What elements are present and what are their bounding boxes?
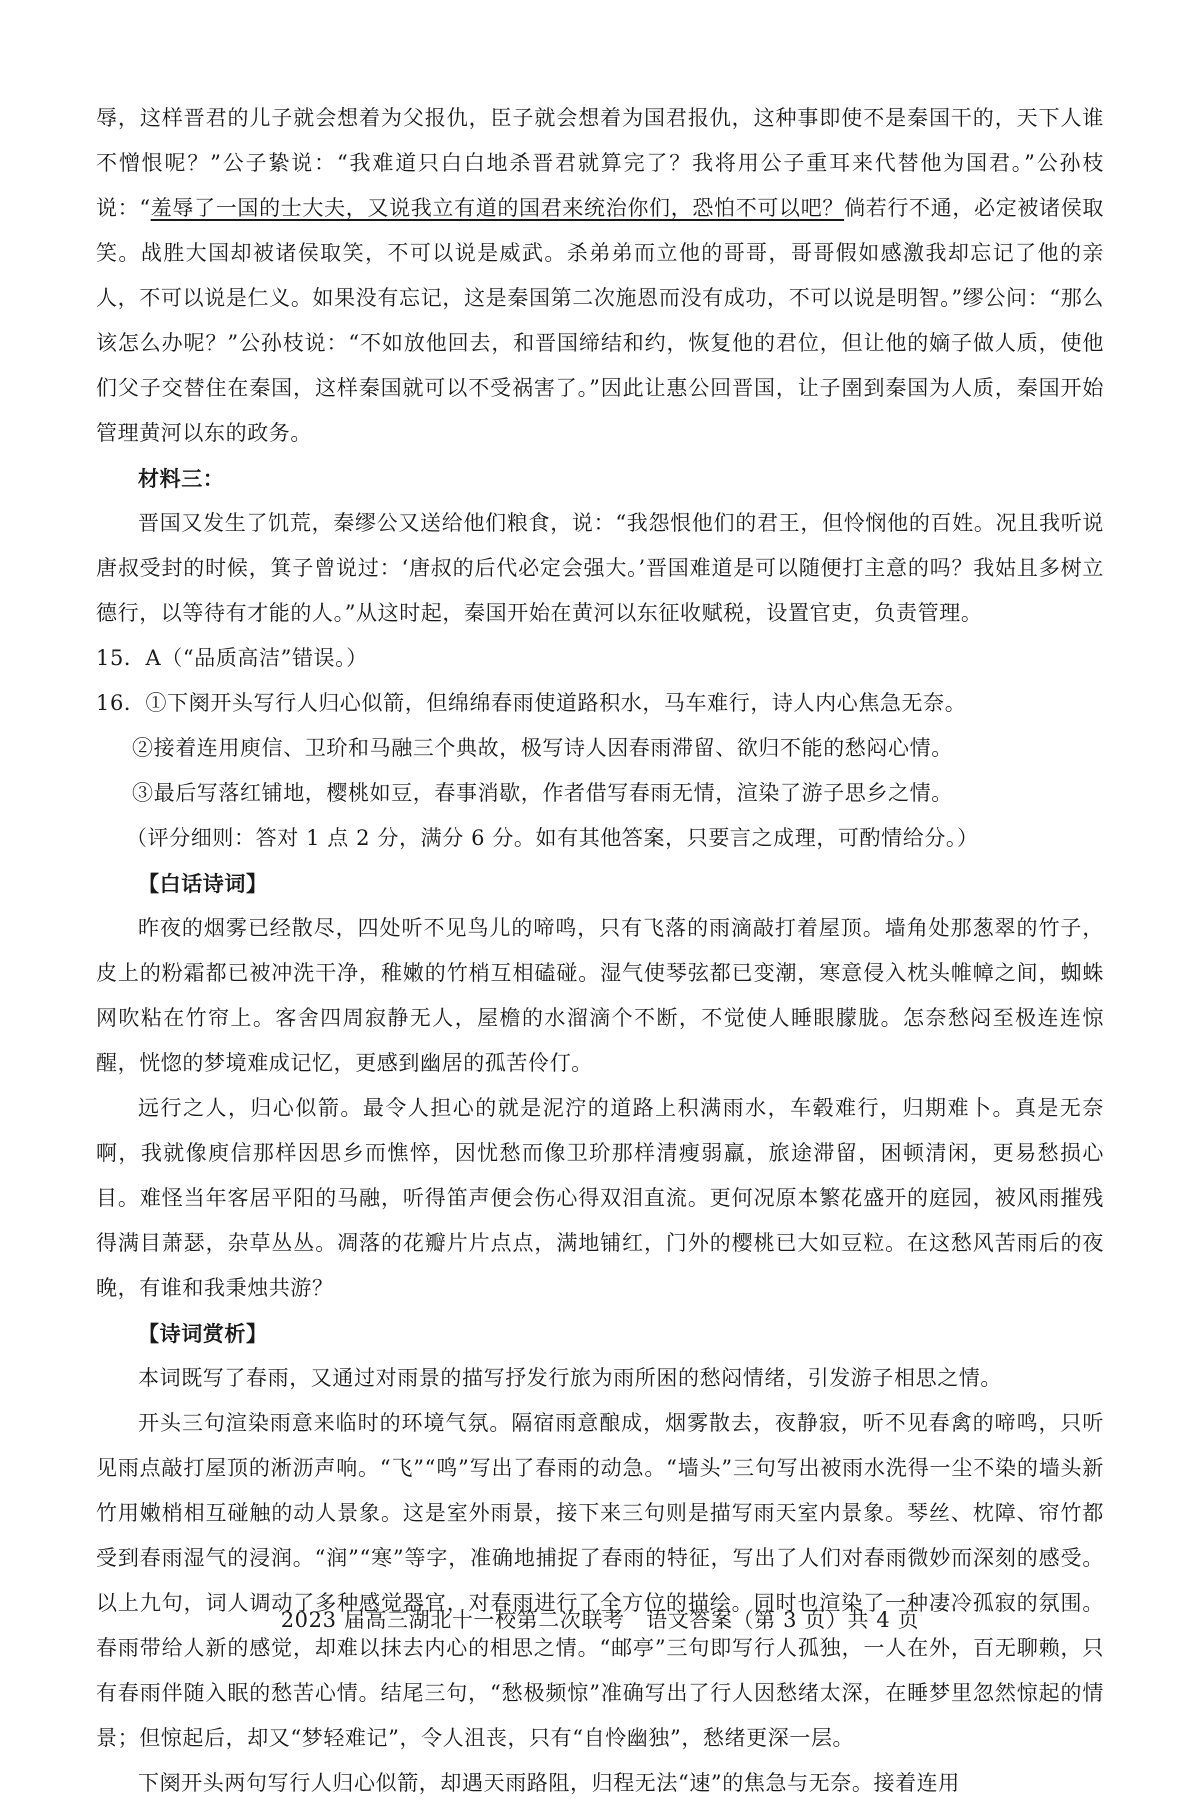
answer-16-point-2: ②接着连用庾信、卫玠和马融三个典故，极写诗人因春雨滞留、欲归不能的愁闷心情。 xyxy=(132,736,953,760)
vernacular-heading: 【白话诗词】 xyxy=(138,871,268,896)
answer-16-point-3: ③最后写落红铺地，樱桃如豆，春事消歇，作者借写春雨无情，渲染了游子思乡之情。 xyxy=(132,781,953,805)
appreciation-paragraph: 开头三句渲染雨意来临时的环境气氛。隔宿雨意酿成，烟雾散去，夜静寂，听不见春禽的啼鸣，只听见雨点敲打屋顶的淅沥声响。“飞”“鸣”写出了春雨的动急。“墙头”三句写出被雨水洗得一尘不染的墙头新竹用嫩梢相互碰触的动人景象。这是室外雨景，接下来三句则是描写雨天室内景象。琴丝、枕障、帘竹都受到春雨湿气的浸润。“润”“寒”等字，准确地捕捉了春雨的特征，写出了人们对春雨微妙而深刻的感受。以上九句，词人调动了多种感觉器官，对春雨进行了全方位的描绘。同时也渲染了一种凄冷孤寂的氛围。春雨带给人新的感觉，却难以抹去内心的相思之情。“邮亭”三句即写行人孤独，一人在外，百无聊赖，只有春雨伴随入眠的愁苦心情。结尾三句，“愁极频惊”准确写出了行人因愁绪太深，在睡梦里忽然惊起的情景；但惊起后，却又“梦轻难记”，令人沮丧，只有“自怜幽独”，愁绪更深一层。 xyxy=(96,1411,1104,1750)
appreciation-paragraph: 下阕开头两句写行人归心似箭，却遇天雨路阻，归程无法“速”的焦急与无奈。接着连用 xyxy=(138,1771,960,1795)
passage-paragraph xyxy=(96,96,1104,456)
material3-text: 晋国又发生了饥荒，秦缪公又送给他们粮食，说：“我怨恨他们的君王，但怜悯他的百姓。况且我听说唐叔受封的时候，箕子曾说过：‘唐叔的后代必定会强大。’晋国难道是可以随便打主意的吗？我姑且多树立德行，以等待有才能的人。”从这时起，秦国开始在黄河以东征收赋税，设置官吏，负责管理。 xyxy=(96,511,1104,625)
page-footer: 2023 届高三湖北十一校第二次联考 语文答案（第 3 页）共 4 页 xyxy=(280,1608,920,1632)
underlined-sentence: 羞辱了一国的士大夫，又说我立有道的国君来统治你们，恐怕不可以吧？ xyxy=(150,196,845,220)
answer-16-point-1 xyxy=(96,681,1104,726)
answer-16-scoring: （评分细则：答对 1 点 2 分，满分 6 分。如有其他答案，只要言之成理，可酌情给分。） xyxy=(126,826,979,850)
passage-text-start: 辱，这样晋君的儿子就会想着为父报仇，臣子就会想着为国君报仇，这种事即使不是秦国干的，天下人谁不憎恨呢？”公子絷说：“我难道只白白地杀晋君就算完了？我将用公子重耳来代替他为国君。”公孙枝说：“ xyxy=(96,106,1104,220)
appreciation-paragraph: 本词既写了春雨，又通过对雨景的描写抒发行旅为雨所困的愁闷情绪，引发游子相思之情。 xyxy=(138,1366,1002,1390)
answer-16-number: 16． xyxy=(96,691,146,715)
appreciation-heading: 【诗词赏析】 xyxy=(138,1321,268,1346)
vernacular-paragraph: 远行之人，归心似箭。最令人担心的就是泥泞的道路上积满雨水，车毂难行，归期难卜。真是无奈啊，我就像庾信那样因思乡而憔悴，因忧愁而像卫玠那样清瘦弱羸，旅途滞留，困顿清闲，更易愁损心目。难怪当年客居平阳的马融，听得笛声便会伤心得双泪直流。更何况原本繁花盛开的庭园，被风雨摧残得满目萧瑟，杂草丛丛。凋落的花瓣片片点点，满地铺红，门外的樱桃已大如豆粒。在这愁风苦雨后的夜晚，有谁和我秉烛共游？ xyxy=(96,1096,1104,1300)
vernacular-paragraph: 昨夜的烟雾已经散尽，四处听不见鸟儿的啼鸣，只有飞落的雨滴敲打着屋顶。墙角处那葱翠的竹子，皮上的粉霜都已被冲洗干净，稚嫩的竹梢互相磕碰。湿气使琴弦都已变潮，寒意侵入枕头帷幛之间，蜘蛛网吹粘在竹帘上。客舍四周寂静无人，屋檐的水溜滴个不断，不觉使人睡眼朦胧。怎奈愁闷至极连连惊醒，恍惚的梦境难成记忆，更感到幽居的孤苦伶仃。 xyxy=(96,916,1104,1075)
passage-text-end: 倘若行不通，必定被诸侯取笑。战胜大国却被诸侯取笑，不可以说是威武。杀弟弟而立他的哥哥，哥哥假如感激我却忘记了他的亲人，不可以说是仁义。如果没有忘记，这是秦国第二次施恩而没有成功，不可以说是明智。”缪公问：“那么该怎么办呢？”公孙枝说：“不如放他回去，和晋国缔结和约，恢复他的君位，但让他的嫡子做人质，使他们父子交替住在秦国，这样秦国就可以不受祸害了。”因此让惠公回晋国，让子圉到秦国为人质，秦国开始管理黄河以东的政务。 xyxy=(96,196,1104,445)
material3-heading: 材料三： xyxy=(138,466,225,491)
answer-15: 15．A（“品质高洁”错误。） xyxy=(96,646,368,670)
answer-16-point-text: ①下阕开头写行人归心似箭，但绵绵春雨使道路积水，马车难行，诗人内心焦急无奈。 xyxy=(145,691,967,715)
